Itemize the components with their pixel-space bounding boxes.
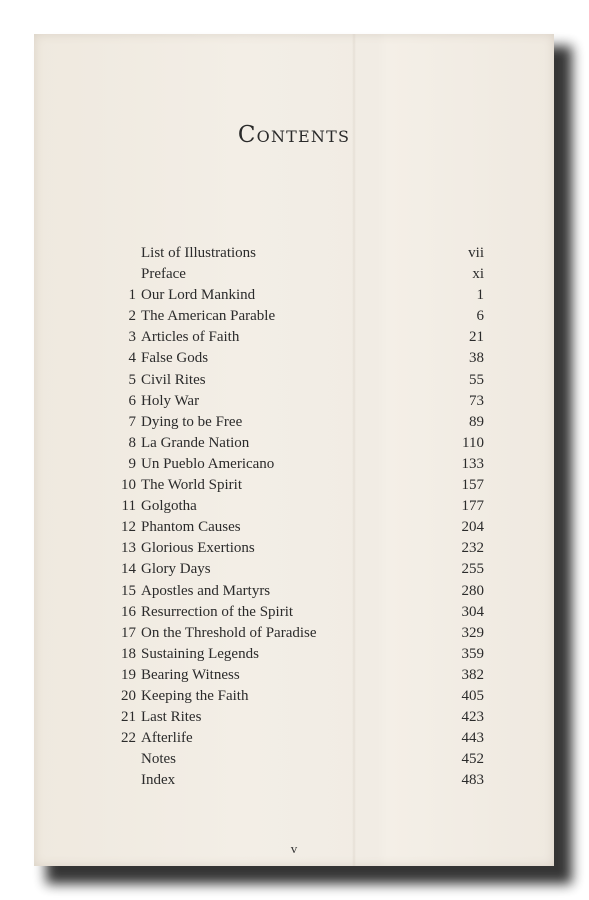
chapter-number: 6 <box>128 392 136 409</box>
chapter-page: xi <box>472 266 484 283</box>
chapter-page: 110 <box>462 434 484 451</box>
toc-entry <box>104 433 484 454</box>
chapter-title: Index <box>141 772 176 789</box>
chapter-page: 452 <box>461 751 484 768</box>
chapter-page: 21 <box>469 329 484 346</box>
chapter-page: vii <box>468 245 484 261</box>
chapter-page: 133 <box>461 455 484 472</box>
chapter-title: Un Pueblo Americano <box>141 455 275 472</box>
chapter-title: False Gods <box>141 350 209 367</box>
chapter-page: 255 <box>461 561 484 578</box>
toc-entry <box>104 264 484 285</box>
chapter-number: 17 <box>121 624 136 641</box>
toc-entry <box>104 749 484 770</box>
chapter-title: Afterlife <box>141 730 193 747</box>
toc-entry <box>104 327 484 348</box>
chapter-title: The American Parable <box>141 308 276 325</box>
chapter-page: 55 <box>469 371 484 388</box>
chapter-number: 2 <box>128 308 136 325</box>
chapter-page: 280 <box>461 582 484 599</box>
chapter-number: 19 <box>121 666 136 683</box>
toc-entry <box>104 243 484 264</box>
toc-entry <box>104 644 484 665</box>
chapter-title: Keeping the Faith <box>141 687 249 704</box>
chapter-number: 11 <box>121 498 136 515</box>
toc-entry <box>104 496 484 517</box>
chapter-page: 6 <box>476 308 484 325</box>
chapter-title: Civil Rites <box>141 371 206 388</box>
chapter-page: 483 <box>461 772 484 789</box>
toc-entry <box>104 707 484 728</box>
toc-entry <box>104 686 484 707</box>
chapter-page: 232 <box>461 540 484 557</box>
chapter-title: Golgotha <box>141 498 197 515</box>
contents-heading: Contents <box>237 122 351 148</box>
toc-entry <box>104 538 484 559</box>
toc-entry <box>104 306 484 327</box>
chapter-number: 4 <box>128 350 136 367</box>
toc-entry <box>104 517 484 538</box>
chapter-page: 157 <box>461 477 484 494</box>
chapter-title: La Grande Nation <box>141 434 250 451</box>
chapter-number: 8 <box>128 434 136 451</box>
chapter-number: 7 <box>128 413 136 430</box>
chapter-page: 1 <box>476 287 484 304</box>
chapter-page: 304 <box>461 603 484 620</box>
toc-entry <box>104 348 484 369</box>
toc-entry <box>104 665 484 686</box>
chapter-page: 359 <box>461 645 484 662</box>
chapter-number: 9 <box>128 455 136 472</box>
chapter-number: 22 <box>121 730 136 747</box>
chapter-title: Our Lord Mankind <box>141 287 256 304</box>
table-of-contents <box>104 243 484 791</box>
toc-entry <box>104 728 484 749</box>
chapter-page: 89 <box>469 413 484 430</box>
chapter-title: Apostles and Martyrs <box>141 582 271 599</box>
toc-entry <box>104 412 484 433</box>
chapter-number: 16 <box>121 603 136 620</box>
chapter-title: Preface <box>141 266 186 283</box>
chapter-title: Resurrection of the Spirit <box>141 603 294 620</box>
chapter-number: 14 <box>121 561 136 578</box>
toc-entry <box>104 391 484 412</box>
chapter-title: Sustaining Legends <box>141 645 259 662</box>
chapter-number: 12 <box>121 519 136 536</box>
toc-entry <box>104 475 484 496</box>
chapter-number: 18 <box>121 645 136 662</box>
chapter-number: 13 <box>121 540 136 557</box>
toc-entry <box>104 454 484 475</box>
chapter-title: Articles of Faith <box>141 329 240 346</box>
chapter-title: Holy War <box>141 392 200 409</box>
chapter-page: 38 <box>469 350 484 367</box>
chapter-title: Last Rites <box>141 709 202 726</box>
chapter-page: 73 <box>469 392 484 409</box>
toc-entry <box>104 770 484 791</box>
chapter-title: Phantom Causes <box>141 519 241 536</box>
toc-entry <box>104 285 484 306</box>
toc-entry <box>104 581 484 602</box>
book-page <box>34 34 554 866</box>
toc-entry <box>104 370 484 391</box>
chapter-page: 177 <box>461 498 484 515</box>
chapter-page: 204 <box>461 519 484 536</box>
toc-entry <box>104 623 484 644</box>
chapter-page: 382 <box>461 666 484 683</box>
chapter-title: On the Threshold of Paradise <box>141 624 317 641</box>
chapter-number: 3 <box>128 329 136 346</box>
chapter-number: 1 <box>128 287 136 304</box>
chapter-number: 5 <box>128 371 136 388</box>
chapter-page: 423 <box>461 709 484 726</box>
chapter-title: Glorious Exertions <box>141 540 255 557</box>
chapter-title: List of Illustrations <box>141 245 256 261</box>
toc-entry <box>104 602 484 623</box>
chapter-number: 10 <box>121 477 136 494</box>
chapter-title: The World Spirit <box>141 477 243 494</box>
chapter-page: 405 <box>461 687 484 704</box>
chapter-number: 15 <box>121 582 136 599</box>
chapter-number: 21 <box>121 709 136 726</box>
chapter-title: Notes <box>141 751 176 768</box>
page-number: v <box>290 841 298 856</box>
chapter-title: Dying to be Free <box>141 413 243 430</box>
toc-entry <box>104 559 484 580</box>
chapter-title: Glory Days <box>141 561 211 578</box>
chapter-number: 20 <box>121 687 136 704</box>
chapter-title: Bearing Witness <box>141 666 240 683</box>
chapter-page: 329 <box>461 624 484 641</box>
chapter-page: 443 <box>461 730 484 747</box>
